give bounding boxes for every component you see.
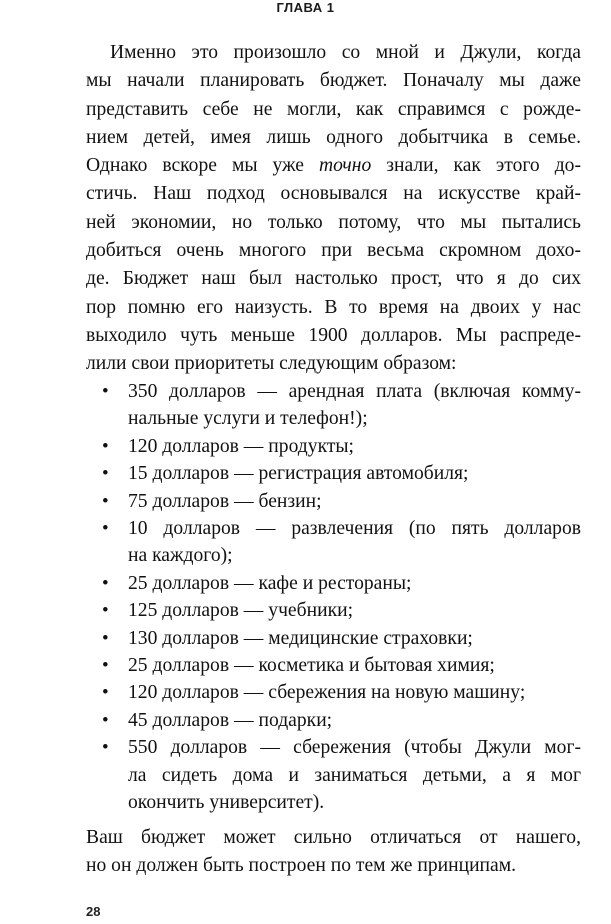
bullet-icon: • [102,737,109,759]
budget-item-line: 350 долларов — арендная плата (включая комму- [128,381,581,402]
intro-paragraph [86,39,581,379]
budget-list-item [86,460,581,487]
outro-paragraph [86,824,581,881]
paragraph-line: лили свои приоритеты следующим образом: [86,353,457,375]
page-number: 28 [86,904,101,919]
paragraph-line: Именно это произошло со мной и Джули, когда [110,42,581,63]
budget-item-line: 25 долларов — косметика и бытовая химия; [128,655,495,677]
chapter-header: ГЛАВА 1 [276,0,335,15]
budget-item-line: 130 долларов — медицинские страховки; [128,627,473,649]
budget-item-line: ла сидеть дома и заниматься детьми, а я мог [128,764,581,786]
bullet-icon: • [102,572,109,594]
budget-list-item [86,570,581,597]
budget-list-item [86,625,581,652]
budget-item-line: на каждого); [128,545,233,567]
bullet-icon: • [102,655,109,677]
budget-list-item [86,515,581,570]
budget-list-item [86,652,581,679]
budget-item-line: 15 долларов — регистрация автомобиля; [128,463,469,485]
paragraph-line: де. Бюджет наш был настолько прост, что я до сих [86,268,581,290]
emphasized-word: точно [318,155,372,177]
bullet-icon: • [102,518,109,540]
paragraph-line: мы начали планировать бюджет. Поначалу мы даже [86,70,581,92]
budget-item-line: 45 долларов — подарки; [128,709,333,731]
paragraph-line: добиться очень многого при весьма скромном дохо- [86,240,581,262]
budget-list-item [86,707,581,734]
paragraph-line: Ваш бюджет может сильно отличаться от нашего, [86,827,581,848]
bullet-icon: • [102,381,109,402]
paragraph-line: нием детей, имея лишь одного добытчика в семье. [86,126,581,148]
paragraph-line: выходило чуть меньше 1900 долларов. Мы распреде- [86,324,581,346]
budget-list [86,378,581,817]
budget-list-item [86,488,581,515]
paragraph-line: пор помню его наизусть. В то время на двоих у нас [86,296,581,318]
budget-item-line: 120 долларов — продукты; [128,435,354,457]
paragraph-fragment: Однако вскоре мы уже [86,155,304,177]
paragraph-line-with-emphasis [86,152,581,180]
budget-list-item [86,433,581,460]
budget-item-line: 125 долларов — учебники; [128,600,354,622]
paragraph-line: но он должен быть построен по тем же принципам. [86,855,517,877]
paragraph-line: представить себе не могли, как справимся с рожде- [86,98,581,120]
budget-list-item [86,679,581,706]
budget-item-line: окончить университет). [128,792,325,814]
budget-item-line: 120 долларов — сбережения на новую машину; [128,682,526,704]
bullet-icon: • [102,435,109,457]
paragraph-line: стичь. Наш подход основывался на искусстве край- [86,183,581,205]
budget-item-line: нальные услуги и телефон!); [128,408,368,430]
budget-item-line: 550 долларов — сбережения (чтобы Джули мог- [128,737,581,759]
budget-item-line: 25 долларов — кафе и рестораны; [128,572,412,594]
bullet-icon: • [102,627,109,649]
bullet-icon: • [102,490,109,512]
bullet-icon: • [102,709,109,731]
budget-item-line: 75 долларов — бензин; [128,490,322,512]
budget-item-line: 10 долларов — развлечения (по пять долларов [128,518,581,540]
bullet-icon: • [102,600,109,622]
bullet-icon: • [102,463,109,485]
budget-list-item [86,734,581,816]
paragraph-line: ней экономии, но только потому, что мы пытались [86,211,581,233]
budget-list-item [86,378,581,433]
bullet-icon: • [102,682,109,704]
paragraph-fragment: знали, как этого до- [386,155,581,177]
budget-list-item [86,597,581,624]
